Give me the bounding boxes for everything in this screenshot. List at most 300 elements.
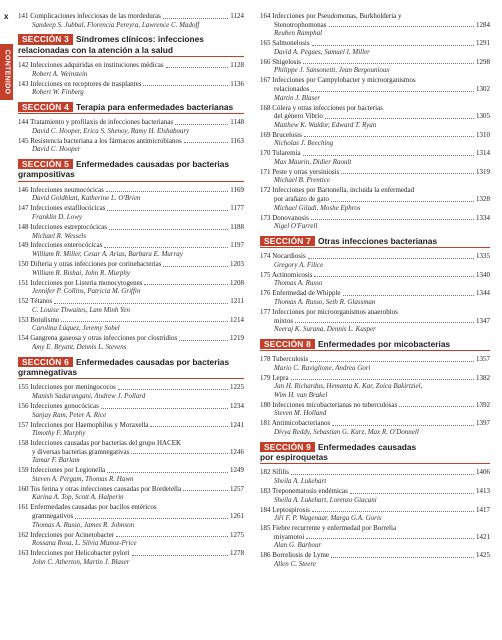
section-badge: SECCIÓN 4 <box>18 102 73 112</box>
leader-dots <box>175 124 228 125</box>
toc-entry[interactable] <box>260 374 490 400</box>
leader-dots <box>166 67 229 68</box>
chapter-number: 172 <box>260 186 271 195</box>
chapter-title-text: Borreliosis de Lyme <box>272 551 330 560</box>
section-rule <box>18 378 244 379</box>
chapter-number: 178 <box>260 355 271 364</box>
chapter-title-text: del género Vibrio <box>274 112 323 121</box>
chapter-authors: Timothy F. Murphy <box>32 429 86 438</box>
toc-entry[interactable] <box>260 12 490 38</box>
toc-entry[interactable] <box>18 383 244 400</box>
leader-dots <box>107 472 228 473</box>
chapter-authors: Thomas A. Russo, James R. Johnson <box>32 520 135 529</box>
page-ref: 1425 <box>476 551 490 560</box>
chapter-number: 159 <box>18 466 29 475</box>
toc-entry[interactable] <box>18 80 244 97</box>
toc-entry-line <box>18 334 244 343</box>
page-ref: 1382 <box>476 373 490 382</box>
toc-entry[interactable] <box>18 118 244 135</box>
chapter-authors: Michael R. Wessels <box>32 231 86 240</box>
toc-entry[interactable] <box>18 466 244 483</box>
page-ref: 1261 <box>230 512 244 521</box>
toc-entry[interactable] <box>18 204 244 221</box>
leader-dots <box>312 511 474 512</box>
section-rule <box>18 56 244 57</box>
section-badge: SECCIÓN 8 <box>260 339 315 349</box>
chapter-number: 148 <box>18 222 29 231</box>
toc-entry[interactable] <box>18 12 244 29</box>
chapter-number: 182 <box>260 468 271 477</box>
chapter-title-text: mixtos <box>274 316 294 325</box>
toc-entry[interactable] <box>18 503 244 529</box>
chapter-number: 179 <box>260 373 271 382</box>
toc-entry-title <box>18 12 161 21</box>
chapter-number: 183 <box>260 487 271 495</box>
leader-dots <box>150 426 228 427</box>
page-ref: 1357 <box>476 355 490 364</box>
chapter-number: 156 <box>18 401 29 410</box>
section-heading <box>260 339 490 351</box>
chapter-authors: Nicholas J. Beeching <box>274 139 334 148</box>
chapter-authors: Thomas A. Russo, Seth R. Glassman <box>274 297 376 306</box>
toc-entry[interactable] <box>260 58 490 75</box>
chapter-authors: Philippe J. Sansonetti, Jean Bergounioux <box>274 66 390 75</box>
section-title: Terapia para enfermedades bacterianas <box>75 101 234 112</box>
toc-entry[interactable] <box>260 186 490 212</box>
toc-entry[interactable] <box>260 131 490 148</box>
page-ref: 1310 <box>476 130 490 139</box>
toc-entry-title <box>260 551 329 560</box>
chapter-authors: Sandeep S. Jubbal, Florencia Pereyra, Lawrence C. Madoff <box>32 20 200 29</box>
chapter-title-text: Tétanos <box>30 297 53 306</box>
chapter-authors: Max Maurin, Didier Raoult <box>274 157 352 166</box>
leader-dots <box>332 425 474 426</box>
chapter-title-text: relacionados <box>274 84 310 93</box>
toc-entry-line <box>260 149 490 158</box>
page-ref: 1257 <box>230 484 244 493</box>
chapter-number: 166 <box>260 57 271 66</box>
toc-entry-line <box>18 549 244 558</box>
chapter-title-text: Infecciones por Helicobacter pylori <box>30 549 130 558</box>
toc-entry-title <box>260 168 339 177</box>
toc-entry[interactable] <box>260 168 490 185</box>
chapter-number: 169 <box>260 130 271 139</box>
toc-entry[interactable] <box>18 137 244 154</box>
leader-dots <box>61 321 228 322</box>
leader-dots <box>314 276 474 277</box>
toc-entry-title <box>18 383 116 392</box>
leader-dots <box>183 490 228 491</box>
leader-dots <box>143 85 228 86</box>
toc-entry-title <box>260 308 490 317</box>
chapter-authors: William R. Miller, Cesar A. Arias, Barbara E. Murray <box>32 250 183 259</box>
page-ref: 1328 <box>476 195 490 203</box>
toc-entry-title <box>260 195 329 204</box>
toc-entry-line <box>260 214 490 223</box>
page-ref: 1148 <box>230 118 244 127</box>
chapter-title-text: Infecciones estafilocócicas <box>30 204 106 213</box>
chapter-number: 157 <box>18 420 29 429</box>
chapter-authors: Franklin D. Lowy <box>32 212 82 221</box>
leader-dots <box>310 361 474 362</box>
chapter-authors: Jan H. Richardus, Hemanta K. Kar, Zoica Bakirtziel, <box>274 382 423 391</box>
toc-entry-line <box>260 401 490 410</box>
chapter-number: 171 <box>260 167 271 176</box>
chapter-title-text: Infecciones por microorganismos anaerobios <box>272 307 398 316</box>
toc-entry-line <box>260 85 490 94</box>
toc-entry[interactable] <box>18 241 244 258</box>
toc-entry[interactable] <box>260 524 490 550</box>
leader-dots <box>308 258 474 259</box>
toc-entry[interactable] <box>18 223 244 240</box>
chapter-title-text: por arañazo de gato <box>274 195 329 203</box>
chapter-authors: Sheila A. Lukehart <box>274 477 327 486</box>
section-subtitle: por espiroquetas <box>260 452 328 463</box>
chapter-authors: Rossana Rosa, L. Silvia Munoz-Price <box>32 539 137 548</box>
toc-entry-line <box>18 512 244 521</box>
toc-entry[interactable] <box>260 355 490 372</box>
chapter-authors: Martin J. Blaser <box>274 93 321 102</box>
toc-entry-title <box>18 61 164 70</box>
leader-dots <box>101 408 228 409</box>
section-badge: SECCIÓN 5 <box>18 159 73 169</box>
toc-entry-title <box>18 448 129 457</box>
section-heading <box>18 34 244 57</box>
page-ref: 1241 <box>230 420 244 429</box>
leader-dots <box>75 518 228 519</box>
toc-entry-title <box>18 402 99 411</box>
toc-entry[interactable] <box>18 334 244 351</box>
toc-entry-line <box>18 118 244 127</box>
chapter-title-text: Botulismo <box>30 315 60 324</box>
chapter-number: 146 <box>18 185 29 194</box>
chapter-number: 150 <box>18 260 29 269</box>
chapter-authors: John C. Atherton, Martin J. Blaser <box>32 557 130 566</box>
page-ref: 1319 <box>476 167 490 176</box>
chapter-authors: Sanjay Ram, Peter A. Rice <box>32 410 107 419</box>
chapter-number: 168 <box>260 103 271 112</box>
chapter-number: 185 <box>260 524 271 533</box>
toc-entry[interactable] <box>260 252 490 269</box>
chapter-authors: Nigel O'Farrell <box>274 222 318 231</box>
toc-entry-title <box>260 39 310 48</box>
section-rule <box>18 181 244 182</box>
chapter-authors: David C. Hooper <box>32 145 81 154</box>
section-subtitle: grampositivas <box>18 169 75 180</box>
toc-entry[interactable] <box>260 401 490 418</box>
section-title: Otras infecciones bacterianas <box>317 235 438 246</box>
leader-dots <box>163 266 228 267</box>
leader-dots <box>184 142 229 143</box>
chapter-title-text: Brucelosis <box>272 130 302 139</box>
toc-entry-title <box>18 223 107 232</box>
chapter-authors: Steven A. Pergam, Thomas R. Hawn <box>32 474 134 483</box>
chapter-authors: Robert W. Finberg <box>32 88 84 97</box>
chapter-title-text: Tuberculosis <box>272 355 309 364</box>
toc-entry-title <box>260 468 289 477</box>
page-ref: 1347 <box>476 316 490 325</box>
page-ref: 1203 <box>230 260 244 269</box>
toc-entry[interactable] <box>18 421 244 438</box>
toc-entry-line <box>18 204 244 213</box>
page-ref: 1406 <box>476 468 490 477</box>
page-ref: 1305 <box>476 112 490 121</box>
chapter-title-text: Infecciones por Legionella <box>30 466 106 475</box>
leader-dots <box>104 247 228 248</box>
leader-dots <box>107 210 228 211</box>
page-ref: 1208 <box>230 278 244 287</box>
chapter-number: 174 <box>260 252 271 261</box>
section-rule <box>18 113 244 114</box>
toc-entry-line <box>260 252 490 261</box>
page-ref: 1211 <box>230 297 244 306</box>
toc-entry[interactable] <box>260 506 490 523</box>
toc-entry-line <box>260 39 490 48</box>
section-title: Síndromes clínicos: infecciones <box>75 34 204 45</box>
chapter-title-text: Cólera y otras infecciones por bacterias <box>272 103 383 112</box>
toc-entry-line <box>260 355 490 364</box>
leader-dots <box>399 406 474 407</box>
toc-entry[interactable] <box>260 271 490 288</box>
chapter-title-text: Infecciones por Campylobacter y microorganismos <box>272 76 416 85</box>
chapter-authors: Neeraj K. Surana, Dennis L. Kasper <box>274 325 376 334</box>
toc-entry-line <box>260 58 490 67</box>
page-ref: 1225 <box>230 383 244 392</box>
toc-entry-title <box>18 118 173 127</box>
toc-entry-title <box>260 76 490 85</box>
section-rule <box>260 350 490 351</box>
chapter-title-text: Enfermedades causadas por bacilos entéricos <box>30 503 157 512</box>
chapter-authors: David Goldblatt, Katherine L. O'Brien <box>32 194 141 203</box>
toc-entry[interactable] <box>260 487 490 504</box>
leader-dots <box>343 295 474 296</box>
leader-dots <box>311 219 474 220</box>
toc-entry-title <box>260 317 293 326</box>
toc-entry-title <box>18 137 182 146</box>
chapter-authors: David A. Pegues, Samuel I. Miller <box>274 47 370 56</box>
chapter-number: 155 <box>18 383 29 392</box>
chapter-authors: Carolina Lúquez, Jeremy Sobel <box>32 324 120 333</box>
chapter-title-text: Sífilis <box>272 468 289 477</box>
chapter-number: 164 <box>260 12 271 20</box>
toc-entry[interactable] <box>18 186 244 203</box>
leader-dots <box>312 45 474 46</box>
toc-entry-title <box>260 112 323 121</box>
toc-entry-line <box>260 533 490 542</box>
page-ref: 1163 <box>230 136 244 145</box>
toc-entry[interactable] <box>260 289 490 306</box>
chapter-title-text: Gangrena gaseosa y otras infecciones por clostridios <box>30 334 178 343</box>
section-heading <box>18 159 244 182</box>
chapter-authors: Mario C. Raviglione, Andrea Gori <box>274 363 371 372</box>
toc-entry-line <box>260 271 490 280</box>
toc-entry-line <box>18 241 244 250</box>
toc-entry[interactable] <box>260 39 490 56</box>
chapter-number: 154 <box>18 334 29 343</box>
toc-entry-title <box>18 512 73 521</box>
toc-entry[interactable] <box>260 214 490 231</box>
chapter-title-text: Shigelosis <box>272 57 302 66</box>
toc-entry[interactable] <box>18 297 244 314</box>
page-ref: 1335 <box>476 252 490 261</box>
chapter-title-text: Peste y otras yersiniosis <box>272 167 340 176</box>
chapter-authors: Gregory A. Filice <box>274 260 324 269</box>
leader-dots <box>341 173 474 174</box>
leader-dots <box>54 303 228 304</box>
chapter-title-text: Lepra <box>272 373 289 382</box>
toc-entry-title <box>260 355 308 364</box>
section-title: Enfermedades causadas por bacterias <box>75 158 230 169</box>
page-ref: 1291 <box>476 39 490 48</box>
page-ref: 1197 <box>230 241 244 250</box>
toc-entry-line <box>260 419 490 428</box>
chapter-title-text: Enfermedad de Whipple <box>272 289 341 298</box>
toc-left-column <box>18 12 244 568</box>
toc-entry-title <box>18 531 114 540</box>
section-rule <box>260 247 490 248</box>
chapter-number: 151 <box>18 278 29 287</box>
leader-dots <box>306 538 474 539</box>
page-ref: 1246 <box>230 447 244 456</box>
chapter-number: 147 <box>18 204 29 213</box>
toc-entry[interactable] <box>18 531 244 548</box>
page-ref: 1177 <box>230 204 244 213</box>
toc-entry[interactable] <box>260 551 490 568</box>
toc-entry-line <box>18 383 244 392</box>
toc-entry[interactable] <box>18 279 244 296</box>
page-ref: 1340 <box>476 270 490 279</box>
toc-entry[interactable] <box>18 61 244 78</box>
section-badge: SECCIÓN 6 <box>18 357 73 367</box>
toc-entry-title <box>18 241 102 250</box>
toc-entry[interactable] <box>260 308 490 334</box>
toc-entry-line <box>18 448 244 457</box>
chapter-title-text: Infecciones por Haemophilus y Moraxella <box>30 420 149 429</box>
toc-entry-line <box>260 551 490 560</box>
chapter-authors: William R. Bishai, John R. Murphy <box>32 268 130 277</box>
chapter-authors: Sheila A. Lukehart, Lorenzo Giacani <box>274 495 377 504</box>
leader-dots <box>325 118 474 119</box>
chapter-number: 176 <box>260 289 271 298</box>
toc-entry[interactable] <box>18 260 244 277</box>
toc-entry[interactable] <box>18 316 244 333</box>
toc-entry[interactable] <box>260 104 490 130</box>
toc-entry-title <box>260 21 327 30</box>
chapter-authors: Jiři F. P. Wagenaar, Marga G.A. Goris <box>274 514 382 523</box>
chapter-number: 167 <box>260 76 271 85</box>
chapter-number: 181 <box>260 419 271 428</box>
chapter-title-text: Antimicobacterianos <box>271 419 331 428</box>
toc-entry-title <box>18 503 244 512</box>
toc-entry-title <box>18 279 142 288</box>
chapter-authors: Allen C. Steere <box>274 559 316 568</box>
chapter-authors: Matthew K. Waldor, Edward T. Ryan <box>274 120 377 129</box>
section-badge: SECCIÓN 9 <box>260 442 315 452</box>
leader-dots <box>132 555 228 556</box>
chapter-number: 177 <box>260 307 271 316</box>
toc-entry-title <box>260 85 309 94</box>
chapter-title-text: Fiebre recurrente y enfermedad por Borrelia <box>272 524 397 533</box>
chapter-title-text: Stenotrophomonas <box>274 20 327 29</box>
chapter-authors: Manish Sadarangani, Andrew J. Pollard <box>32 391 146 400</box>
chapter-title-text: Treponematosis endémicas <box>272 487 348 495</box>
section-heading <box>18 102 244 114</box>
section-title: Enfermedades causadas <box>317 441 417 452</box>
chapter-authors: Robert A. Weinstein <box>32 69 88 78</box>
chapter-authors: Amy E. Bryant, Dennis L. Stevens <box>32 342 127 351</box>
toc-entry[interactable] <box>260 149 490 166</box>
toc-entry-line <box>18 316 244 325</box>
leader-dots <box>109 229 228 230</box>
toc-entry-line <box>18 137 244 146</box>
leader-dots <box>291 379 474 380</box>
chapter-title-text: Infecciones estreptocócicas <box>30 222 108 231</box>
page-ref: 1278 <box>230 549 244 558</box>
page-ref: 1188 <box>230 222 244 231</box>
toc-entry-title <box>18 485 181 494</box>
toc-entry-line <box>18 12 244 21</box>
section-rule <box>260 463 490 464</box>
section-badge: SECCIÓN 7 <box>260 236 315 246</box>
chapter-title-text: Salmonelosis <box>272 39 310 48</box>
toc-entry-title <box>260 533 304 542</box>
leader-dots <box>116 536 228 537</box>
toc-entry-line <box>18 421 244 430</box>
chapter-title-text: Infecciones por Acinetobacter <box>30 530 115 539</box>
chapter-number: 149 <box>18 241 29 250</box>
chapter-authors: Wim H. van Brakel <box>274 390 328 399</box>
toc-entry-title <box>260 271 312 280</box>
section-heading <box>260 236 490 248</box>
toc-entry-line <box>260 468 490 477</box>
toc-entry[interactable] <box>18 485 244 502</box>
page-ref: 1234 <box>230 401 244 410</box>
toc-entry[interactable] <box>260 468 490 485</box>
chapter-title-text: Infecciones enterocócicas <box>30 241 103 250</box>
chapter-number: 162 <box>18 530 29 539</box>
toc-entry-line <box>260 289 490 298</box>
page-ref: 1219 <box>230 334 244 343</box>
toc-entry-line <box>260 487 490 496</box>
chapter-number: 186 <box>260 551 271 560</box>
toc-entry-line <box>260 21 490 30</box>
page-ref: 1413 <box>476 487 490 495</box>
page-ref: 1249 <box>230 466 244 475</box>
toc-entry[interactable] <box>18 402 244 419</box>
chapter-title-text: Tos ferina y otras infecciones causadas por Bordetella <box>30 484 182 493</box>
chapter-number: 184 <box>260 505 271 514</box>
toc-entry-title <box>260 131 302 140</box>
leader-dots <box>303 63 474 64</box>
chapter-authors: Tamar F. Barlam <box>32 456 80 465</box>
chapter-number: 158 <box>18 439 29 448</box>
chapter-authors: Michael B. Prentice <box>274 176 330 185</box>
leader-dots <box>350 493 474 494</box>
toc-entry[interactable] <box>260 76 490 102</box>
chapter-title-text: Infecciones adquiridas en instituciones médicas <box>30 61 164 69</box>
toc-entry-title <box>260 104 490 113</box>
chapter-title-text: Complicaciones infecciosas de las mordeduras <box>30 12 161 20</box>
chapter-authors: Reuben Ramphal <box>274 29 323 38</box>
toc-entry[interactable] <box>260 419 490 436</box>
toc-entry[interactable] <box>18 549 244 566</box>
chapter-number: 152 <box>18 297 29 306</box>
toc-entry-title <box>18 466 105 475</box>
toc-entry[interactable] <box>18 439 244 465</box>
chapter-authors: Steven M. Holland <box>274 409 327 418</box>
chapter-number: 141 <box>18 12 29 20</box>
leader-dots <box>163 18 228 19</box>
